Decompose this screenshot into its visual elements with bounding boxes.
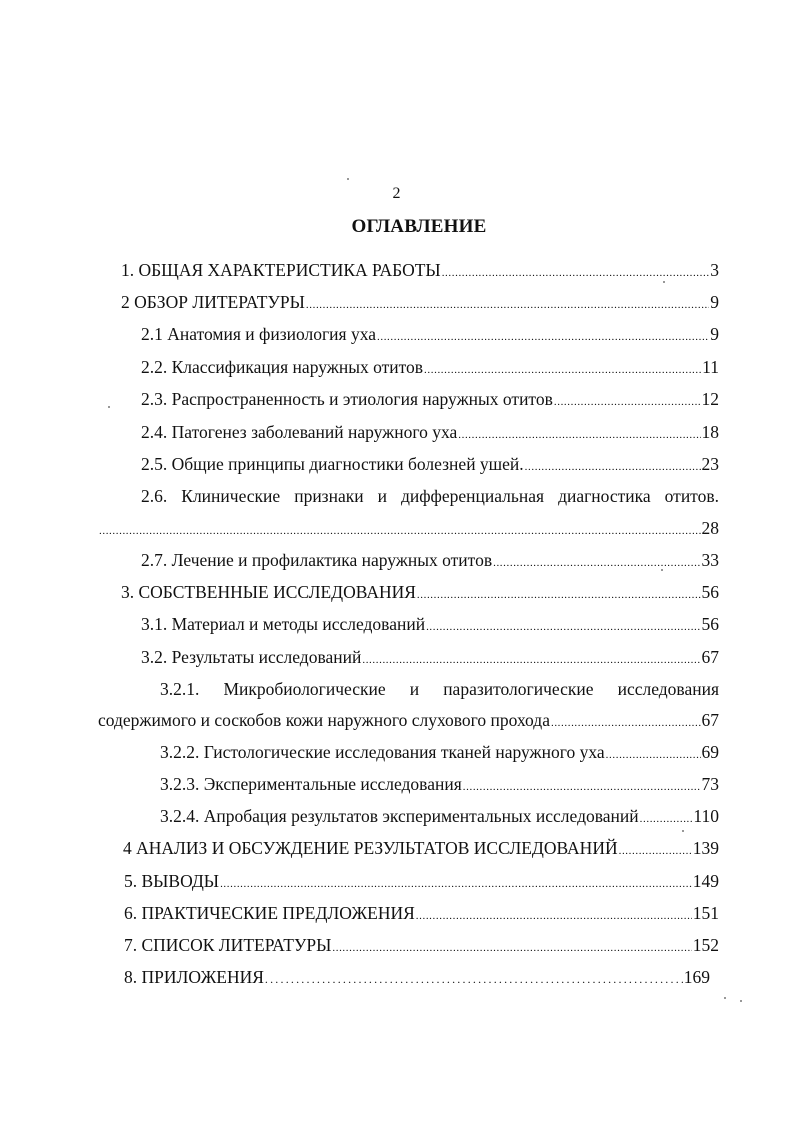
toc-entry-page: 23 <box>701 454 719 474</box>
toc-entry-page: 11 <box>702 357 719 377</box>
toc-leader-dots <box>619 840 692 862</box>
scan-speck <box>724 997 726 999</box>
toc-leader-dots <box>458 424 700 446</box>
toc-leader-dots <box>416 905 692 927</box>
scan-speck <box>108 406 110 408</box>
toc-leader-dots <box>362 649 700 671</box>
toc-entry-page: 9 <box>710 324 719 344</box>
toc-entry-page: 3 <box>710 260 719 280</box>
toc-entry-text: 3. СОБСТВЕННЫЕ ИССЛЕДОВАНИЯ <box>121 582 416 602</box>
toc-entry-text: 5. ВЫВОДЫ <box>124 871 220 891</box>
toc-entry[interactable] <box>141 323 719 348</box>
toc-leader-dots <box>424 359 701 381</box>
toc-leader-dots <box>463 776 701 798</box>
toc-entry-text: 6. ПРАКТИЧЕСКИЕ ПРЕДЛОЖЕНИЯ <box>124 903 415 923</box>
toc-entry[interactable] <box>141 613 719 638</box>
toc-entry-text: 8. ПРИЛОЖЕНИЯ <box>124 967 264 987</box>
toc-leader-dots <box>493 552 700 574</box>
toc-entry-page: 152 <box>692 935 719 955</box>
toc-leader-dots <box>640 808 693 830</box>
toc-entry-text: 2.7. Лечение и профилактика наружных отитов <box>141 550 493 570</box>
toc-entry-text-line1[interactable]: 3.2.1. Микробиологические и паразитологические исследования <box>160 679 719 699</box>
toc-entry[interactable] <box>160 741 719 766</box>
toc-entry-page: 28 <box>701 518 719 538</box>
toc-entry-text: 3.2.2. Гистологические исследования тканей наружного уха <box>160 742 605 762</box>
toc-entry[interactable] <box>124 902 719 927</box>
toc-leader-dots <box>525 456 701 478</box>
toc-entry-text: 3.2.3. Экспериментальные исследования <box>160 774 462 794</box>
toc-entry-page: 56 <box>701 614 719 634</box>
toc-leader-dots <box>442 262 710 284</box>
toc-entry[interactable] <box>160 805 719 830</box>
toc-entry[interactable] <box>121 581 719 606</box>
toc-entry-text: 2 ОБЗОР ЛИТЕРАТУРЫ <box>121 292 305 312</box>
toc-entry-text: 2.2. Классификация наружных отитов <box>141 357 424 377</box>
toc-entry-text: 7. СПИСОК ЛИТЕРАТУРЫ <box>124 935 332 955</box>
scan-speck <box>682 830 684 832</box>
toc-entry-text: 2.1 Анатомия и физиология уха <box>141 324 376 344</box>
toc-entry[interactable] <box>124 934 719 959</box>
scan-speck <box>347 178 349 180</box>
page-number: 2 <box>392 185 401 202</box>
toc-entry-page: 73 <box>701 774 719 794</box>
page-title: ОГЛАВЛЕНИЕ <box>351 216 487 237</box>
toc-entry-page: 149 <box>692 871 719 891</box>
toc-entry-page: 9 <box>710 292 719 312</box>
toc-entry[interactable] <box>160 773 719 798</box>
toc-entry[interactable] <box>98 709 719 734</box>
scan-speck <box>740 1000 742 1002</box>
toc-entry-page: 56 <box>701 582 719 602</box>
toc-entry-text-line1[interactable]: 2.6. Клинические признаки и дифференциальная диагностика отитов. <box>141 486 719 506</box>
toc-entry-page: 33 <box>701 550 719 570</box>
toc-leader-dots <box>220 873 692 895</box>
toc-leader-dots <box>426 616 700 638</box>
toc-entry[interactable] <box>121 291 719 316</box>
toc-entry-page: 139 <box>692 838 719 858</box>
toc-entry-page: 169 <box>683 967 710 987</box>
toc-leader-dots <box>306 294 709 316</box>
toc-entry-text: 2.5. Общие принципы диагностики болезней ушей. <box>141 454 524 474</box>
toc-entry[interactable] <box>123 837 719 862</box>
toc-entry[interactable] <box>141 356 719 381</box>
toc-entry[interactable] <box>98 517 719 542</box>
toc-entry[interactable] <box>124 966 710 990</box>
toc-leader-dots <box>99 520 701 542</box>
toc-leader-dots <box>265 968 683 990</box>
toc-entry-page: 67 <box>701 647 719 667</box>
toc-entry-text: 3.1. Материал и методы исследований <box>141 614 426 634</box>
toc-entry-text: 3.2.4. Апробация результатов экспериментальных исследований <box>160 806 639 826</box>
toc-leader-dots <box>377 326 709 348</box>
toc-entry-text: 1. ОБЩАЯ ХАРАКТЕРИСТИКА РАБОТЫ <box>121 260 441 280</box>
toc-entry-page: 12 <box>701 389 719 409</box>
toc-leader-dots <box>551 712 701 734</box>
toc-entry-page: 110 <box>693 806 719 826</box>
toc-entry-page: 69 <box>701 742 719 762</box>
toc-entry-text: 3.2. Результаты исследований <box>141 647 362 667</box>
scan-speck <box>661 569 663 571</box>
toc-entry[interactable] <box>141 646 719 671</box>
toc-entry[interactable] <box>141 421 719 446</box>
toc-entry-text: 2.3. Распространенность и этиология наружных отитов <box>141 389 553 409</box>
toc-entry-page: 67 <box>701 710 719 730</box>
toc-entry-text: 2.4. Патогенез заболеваний наружного уха <box>141 422 458 442</box>
toc-entry[interactable] <box>124 870 719 895</box>
toc-leader-dots <box>606 744 701 766</box>
toc-leader-dots <box>417 584 701 606</box>
toc-entry-text: 4 АНАЛИЗ И ОБСУЖДЕНИЕ РЕЗУЛЬТАТОВ ИССЛЕДОВАНИЙ <box>123 838 618 858</box>
toc-entry[interactable] <box>141 549 719 574</box>
scan-speck <box>663 281 665 283</box>
toc-entry-page: 18 <box>701 422 719 442</box>
toc-entry-text: содержимого и соскобов кожи наружного слухового прохода <box>98 710 550 730</box>
toc-leader-dots <box>332 937 691 959</box>
toc-entry[interactable] <box>121 259 719 284</box>
toc-entry-page: 151 <box>692 903 719 923</box>
toc-entry[interactable] <box>141 453 719 478</box>
toc-leader-dots <box>554 391 701 413</box>
toc-entry[interactable] <box>141 388 719 413</box>
